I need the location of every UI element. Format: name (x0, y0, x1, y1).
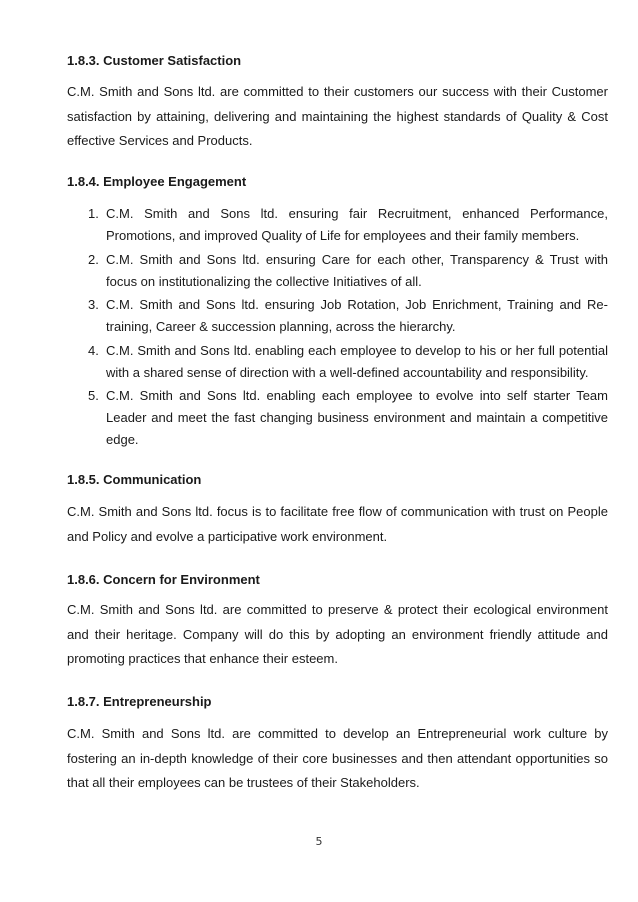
heading-concern-for-environment: 1.8.6. Concern for Environment (67, 572, 260, 587)
list-item-number: 1. (88, 206, 99, 221)
list-item-text: C.M. Smith and Sons ltd. ensuring Job Rotation, Job Enrichment, Training and Re-training, Career & succession planning, across the hierarchy. (106, 297, 608, 334)
list-item-number: 3. (88, 297, 99, 312)
employee-engagement-list (67, 203, 608, 453)
list-item-text: C.M. Smith and Sons ltd. ensuring Care for each other, Transparency & Trust with focus on institutionalizing the collective Initiatives of all. (106, 251, 608, 289)
list-item-number: 2. (88, 251, 99, 267)
heading-employee-engagement: 1.8.4. Employee Engagement (67, 174, 247, 189)
list-item (67, 385, 608, 451)
para-concern-for-environment: C.M. Smith and Sons ltd. are committed to preserve & protect their ecological environment and their heritage. Company will do this by adopting an environment friendly attitude and promoting practices that enhance their esteem. (67, 602, 608, 666)
list-item (67, 249, 608, 293)
list-item (67, 294, 608, 338)
para-entrepreneurship: C.M. Smith and Sons ltd. are committed to develop an Entrepreneurial work culture by fostering an in-depth knowledge of their core businesses and then attendant opportunities so that all their employees can be trustees of their Stakeholders. (67, 726, 608, 790)
list-item-text: C.M. Smith and Sons ltd. enabling each employee to evolve into self starter Team Leader and meet the fast changing business environment and maintain a competitive edge. (106, 388, 608, 447)
list-item-text: C.M. Smith and Sons ltd. enabling each employee to develop to his or her full potential with a shared sense of direction with a well-defined accountability and responsibility. (106, 342, 608, 380)
page-number: 5 (315, 835, 323, 848)
heading-customer-satisfaction: 1.8.3. Customer Satisfaction (67, 53, 242, 68)
list-item-number: 5. (88, 388, 99, 403)
heading-communication: 1.8.5. Communication (67, 472, 202, 487)
para-communication: C.M. Smith and Sons ltd. focus is to facilitate free flow of communication with trust on People and Policy and evolve a participative work environment. (67, 504, 608, 544)
list-item-text: C.M. Smith and Sons ltd. ensuring fair Recruitment, enhanced Performance, Promotions, and improved Quality of Life for employees and their family members. (106, 206, 608, 243)
list-item (67, 203, 608, 247)
heading-entrepreneurship: 1.8.7. Entrepreneurship (67, 694, 212, 709)
para-customer-satisfaction: C.M. Smith and Sons ltd. are committed to their customers our success with their Customer satisfaction by attaining, delivering and maintaining the highest standards of Quality & Cost effective Services and Products. (67, 84, 608, 148)
list-item (67, 340, 608, 384)
list-item-number: 4. (88, 342, 99, 358)
